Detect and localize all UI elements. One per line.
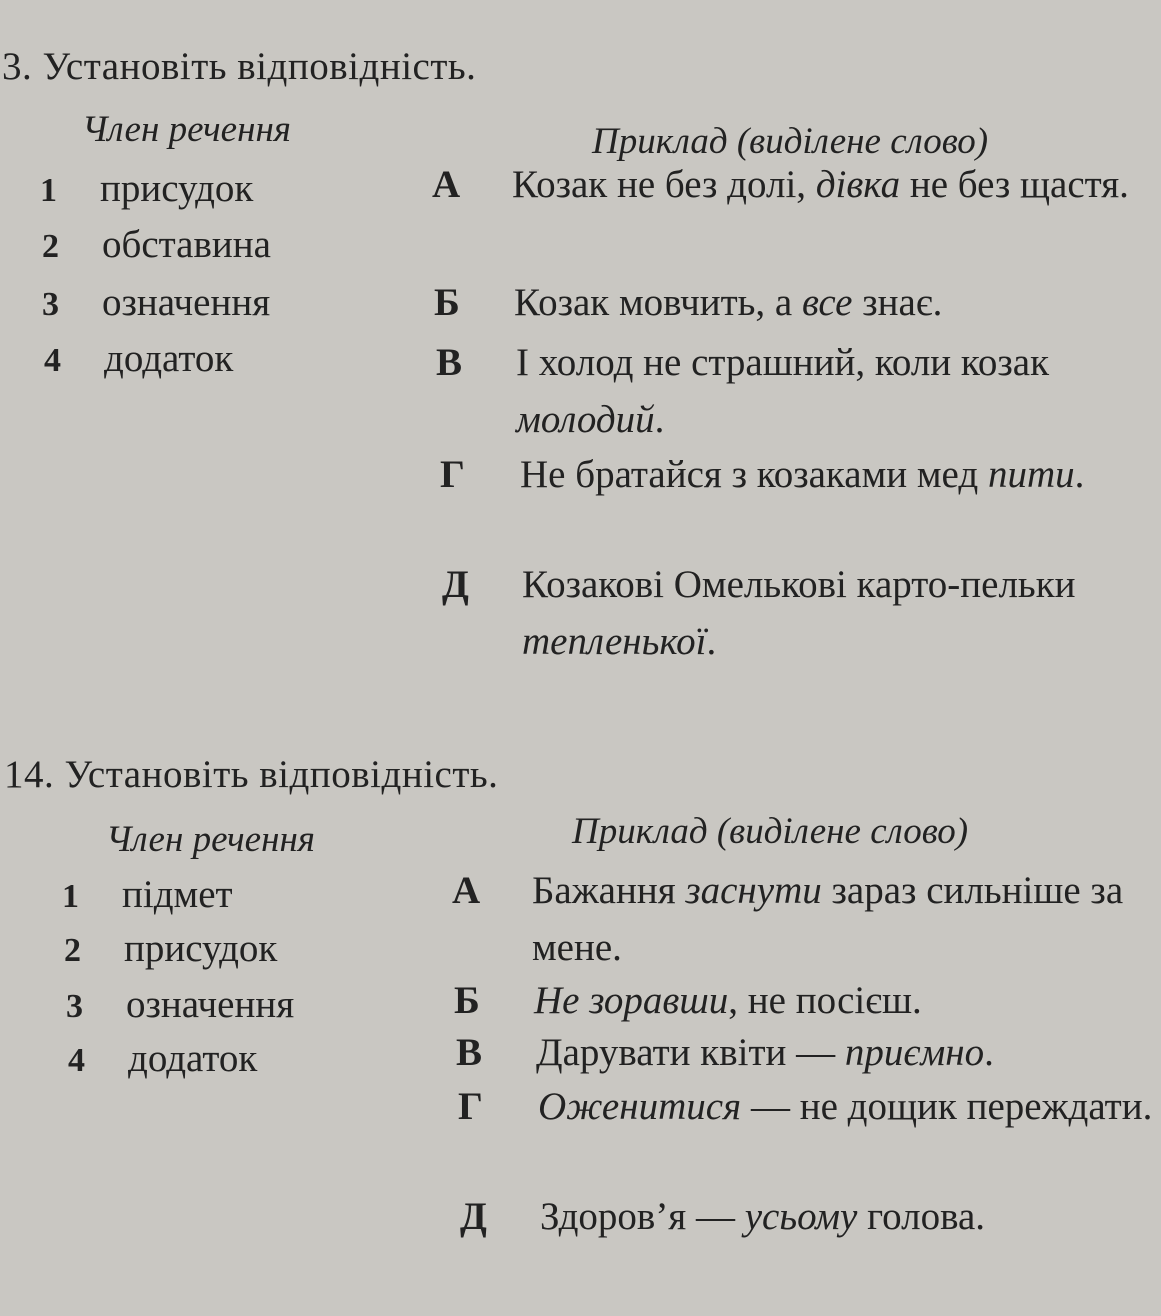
example-letter: В	[436, 341, 463, 384]
example-text: Не зоравши, не посієш.	[534, 979, 922, 1022]
task-title	[4, 752, 498, 797]
left-column-header: Член речення	[82, 109, 291, 150]
task-number: 14.	[4, 753, 55, 796]
example-text: Оженитися — не дощик переждати.	[538, 1085, 1153, 1128]
example-text: Козак мовчить, а все знає.	[514, 281, 943, 324]
example-letter: А	[452, 869, 481, 912]
highlighted-word: усьому	[744, 1195, 858, 1238]
example-text: Козакові Омелькові карто-пельки тепленької.	[522, 563, 1076, 663]
term-number: 1	[40, 172, 57, 209]
example-text: Козак не без долі, дівка не без щастя.	[512, 163, 1129, 206]
example-letter: Д	[460, 1195, 487, 1238]
highlighted-word: дівка	[815, 163, 901, 206]
example-letter: Б	[434, 281, 460, 324]
task-instruction: Установіть відповідність.	[42, 45, 477, 88]
term-item	[64, 926, 277, 971]
term-item	[66, 982, 294, 1027]
term-number: 3	[66, 988, 83, 1025]
example-letter: В	[456, 1031, 483, 1074]
term-label: підмет	[122, 873, 233, 916]
highlighted-word: заснути	[685, 869, 822, 912]
example-text: Дарувати квіти — приємно.	[536, 1031, 994, 1074]
highlighted-word: Оженитися	[538, 1085, 742, 1128]
term-item	[42, 280, 270, 325]
left-column-header: Член речення	[106, 819, 315, 860]
term-number: 1	[62, 878, 79, 915]
term-number: 2	[64, 932, 81, 969]
task-number: 3.	[2, 45, 33, 88]
example-letter: Г	[440, 453, 465, 496]
term-label: додаток	[128, 1037, 258, 1080]
example-letter: А	[432, 163, 461, 206]
term-label: означення	[102, 281, 271, 324]
term-label: присудок	[100, 167, 254, 210]
term-item	[40, 166, 253, 211]
term-number: 4	[68, 1042, 85, 1079]
term-item	[62, 872, 233, 917]
term-number: 3	[42, 286, 59, 323]
example-text: Не братайся з козаками мед пити.	[520, 453, 1085, 496]
highlighted-word: тепленької	[522, 620, 707, 663]
example-letter: Г	[458, 1085, 483, 1128]
term-label: присудок	[124, 927, 278, 970]
highlighted-word: пити	[987, 453, 1075, 496]
task-title	[2, 44, 476, 89]
term-item	[68, 1036, 257, 1081]
highlighted-word: Не зоравши	[534, 979, 729, 1022]
example-letter: Д	[442, 563, 469, 606]
term-label: означення	[126, 983, 295, 1026]
term-number: 4	[44, 342, 61, 379]
term-item	[44, 336, 233, 381]
example-text: Здоров’я — усьому голова.	[540, 1195, 986, 1238]
highlighted-word: все	[801, 281, 853, 324]
highlighted-word: молодий	[516, 398, 655, 441]
term-item	[42, 222, 271, 267]
term-label: обставина	[102, 223, 271, 266]
example-letter: Б	[454, 979, 480, 1022]
highlighted-word: приємно	[844, 1031, 985, 1074]
term-number: 2	[42, 228, 59, 265]
example-text: І холод не страшний, коли козак молодий.	[516, 341, 1050, 441]
right-column-header: Приклад (виділене слово)	[592, 121, 989, 162]
example-text: Бажання заснути зараз сильніше за мене.	[532, 869, 1124, 969]
task-instruction: Установіть відповідність.	[64, 753, 499, 796]
term-label: додаток	[104, 337, 234, 380]
right-column-header: Приклад (виділене слово)	[572, 811, 969, 852]
